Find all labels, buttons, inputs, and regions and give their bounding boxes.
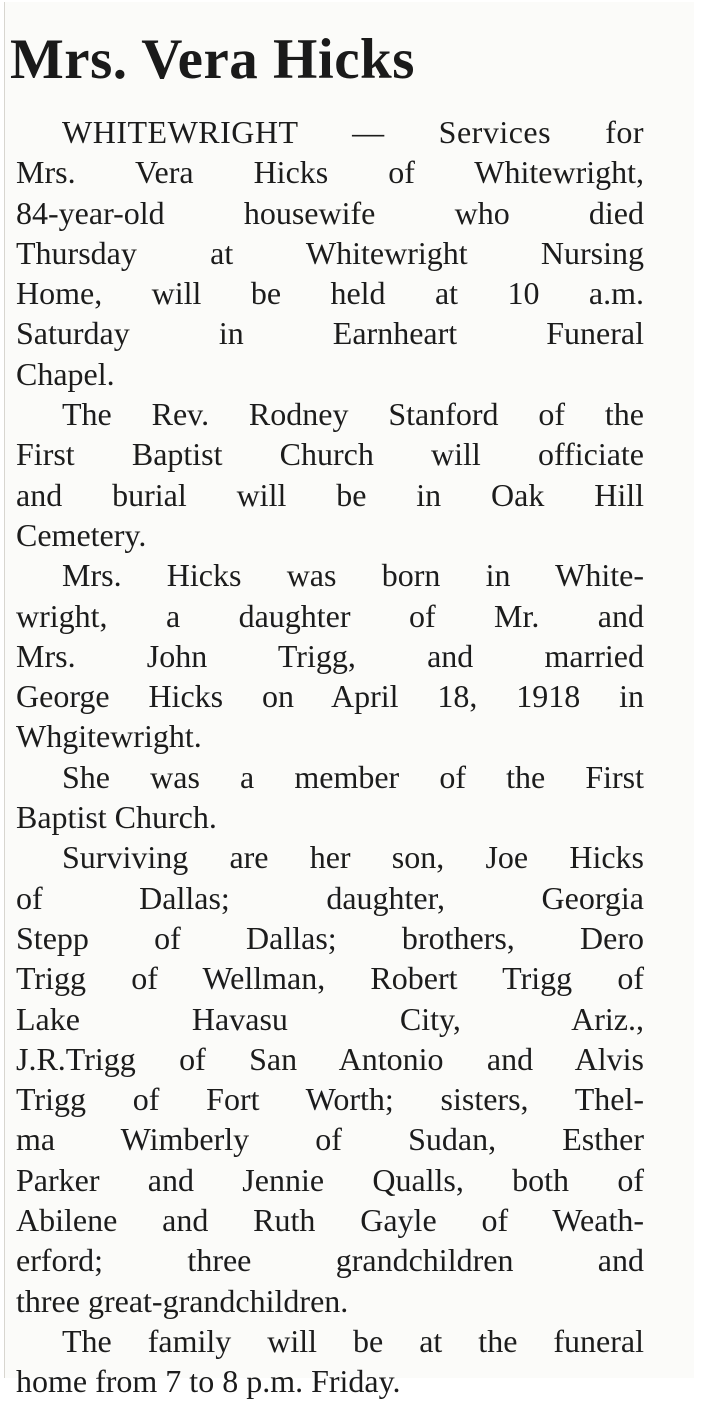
text-line: Abilene and Ruth Gayle of Weath- <box>16 1202 644 1239</box>
text-line: First Baptist Church will officiate <box>16 436 644 473</box>
text-line: Baptist Church. <box>16 799 217 836</box>
text-line: Lake Havasu City, Ariz., <box>16 1000 644 1037</box>
paragraph-officiant <box>16 394 644 555</box>
text-line: Thursday at Whitewright Nursing <box>16 234 644 271</box>
text-line: home from 7 to 8 p.m. Friday. <box>16 1363 401 1400</box>
text-line: J.R.Trigg of San Antonio and Alvis <box>16 1040 644 1077</box>
text-line: erford; three grandchildren and <box>16 1242 644 1279</box>
text-line: of Dallas; daughter, Georgia <box>16 879 644 916</box>
text-line: George Hicks on April 18, 1918 in <box>16 678 644 715</box>
text-line: and burial will be in Oak Hill <box>16 476 644 513</box>
text-line: The family will be at the funeral <box>62 1322 644 1359</box>
text-line: The Rev. Rodney Stanford of the <box>62 396 644 433</box>
text-line: Home, will be held at 10 a.m. <box>16 275 644 312</box>
text-line: 84-year-old housewife who died <box>16 194 644 231</box>
paragraph-membership <box>16 757 644 838</box>
text-line: Saturday in Earnheart Funeral <box>16 315 644 352</box>
text-line: Chapel. <box>16 355 115 392</box>
clipping-edge <box>4 2 5 1378</box>
text-line: three great-grandchildren. <box>16 1282 349 1319</box>
text-line: Trigg of Fort Worth; sisters, Thel- <box>16 1081 644 1118</box>
paragraph-visitation <box>16 1321 644 1402</box>
paragraph-biography <box>16 555 644 756</box>
text-line: Mrs. Vera Hicks of Whitewright, <box>16 154 644 191</box>
obituary-body <box>16 112 644 1402</box>
newspaper-clipping <box>4 2 694 1400</box>
text-line: Cemetery. <box>16 516 147 553</box>
paragraph-survivors <box>16 837 644 1321</box>
text-line: WHITEWRIGHT — Services for <box>62 114 644 150</box>
obituary-headline: Mrs. Vera Hicks <box>10 28 415 91</box>
text-line: Surviving are her son, Joe Hicks <box>62 839 644 876</box>
text-line: Stepp of Dallas; brothers, Dero <box>16 919 644 956</box>
text-line: wright, a daughter of Mr. and <box>16 597 644 634</box>
text-line: Mrs. Hicks was born in White- <box>62 557 644 594</box>
text-line: ma Wimberly of Sudan, Esther <box>16 1121 644 1158</box>
text-line: Mrs. John Trigg, and married <box>16 637 644 674</box>
text-line: Whgitewright. <box>16 718 202 755</box>
paragraph-services <box>16 112 644 394</box>
text-line: Parker and Jennie Qualls, both of <box>16 1161 644 1198</box>
text-line: She was a member of the First <box>62 758 644 795</box>
text-line: Trigg of Wellman, Robert Trigg of <box>16 960 644 997</box>
